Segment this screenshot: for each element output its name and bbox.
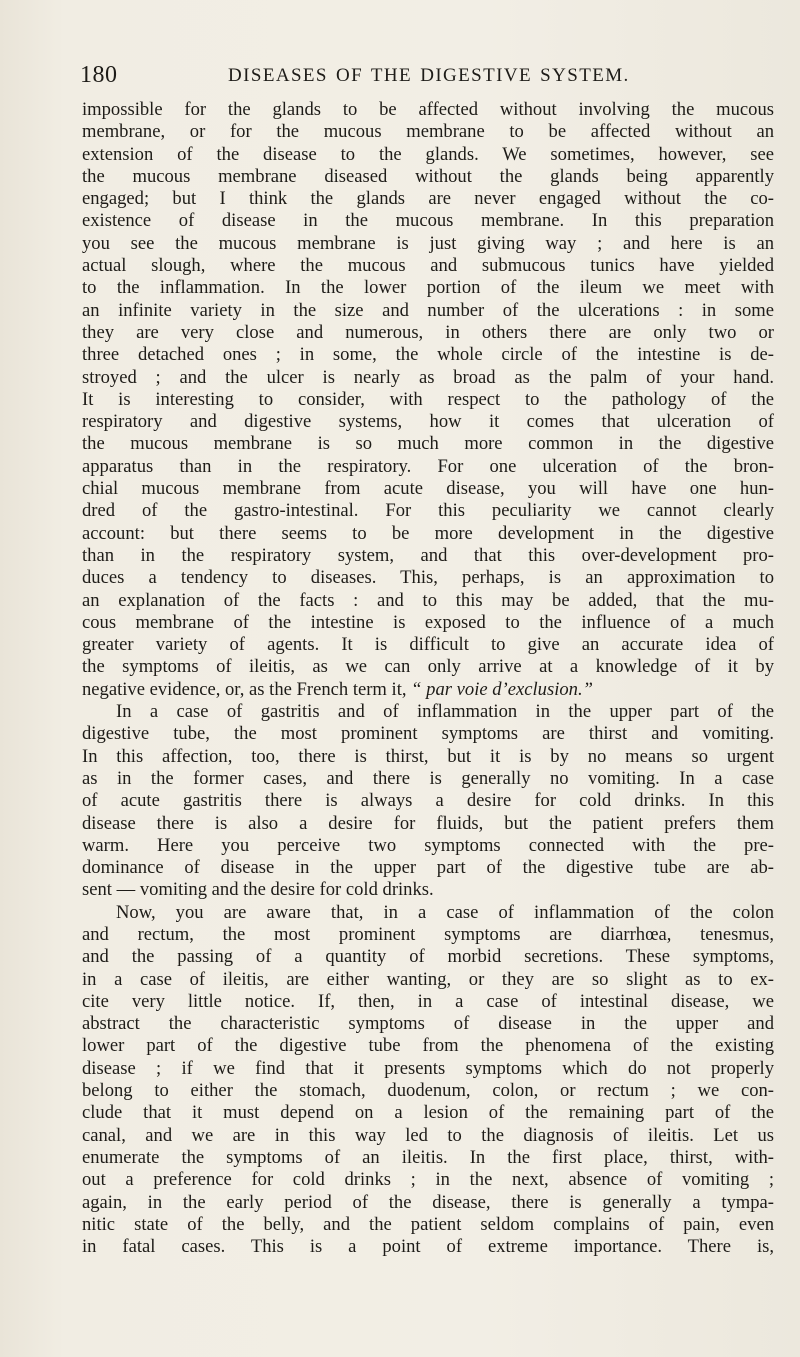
italic-phrase: “ par voie d’exclusion.”: [411, 678, 593, 700]
text-line: respiratory and digestive systems, how it comes that ulceration of: [82, 411, 774, 433]
text-line: greater variety of agents. It is difficult to give an accurate idea of: [82, 634, 774, 656]
text-line: sent — vomiting and the desire for cold drinks.: [82, 879, 434, 901]
text-line: apparatus than in the respiratory. For one ulceration of the bron-: [82, 455, 774, 477]
text-line: belong to either the stomach, duodenum, colon, or rectum ; we con-: [82, 1080, 774, 1102]
text-line: extension of the disease to the glands. We sometimes, however, see: [82, 143, 774, 165]
text-line: disease there is also a desire for fluids, but the patient prefers them: [82, 812, 774, 834]
body-text: [82, 99, 774, 1258]
running-head: [80, 62, 770, 90]
page-number: 180: [80, 62, 118, 88]
text-line: membrane, or for the mucous membrane to be affected without an: [82, 121, 774, 143]
running-title: DISEASES OF THE DIGESTIVE SYSTEM.: [228, 65, 630, 86]
text-line: as in the former cases, and there is generally no vomiting. In a case: [82, 767, 774, 789]
text-line: of acute gastritis there is always a desire for cold drinks. In this: [82, 790, 774, 812]
text-line: and rectum, the most prominent symptoms are diarrhœa, tenesmus,: [82, 923, 774, 945]
text-line: engaged; but I think the glands are never engaged without the co-: [82, 188, 774, 210]
text-line: actual slough, where the mucous and submucous tunics have yielded: [82, 255, 774, 277]
text-line: out a preference for cold drinks ; in the next, absence of vomiting ;: [82, 1169, 774, 1191]
text-line: lower part of the digestive tube from the phenomena of the existing: [82, 1035, 774, 1057]
text-line: they are very close and numerous, in others there are only two or: [82, 321, 774, 343]
text-line: Now, you are aware that, in a case of inflammation of the colon: [116, 901, 774, 923]
text-line: digestive tube, the most prominent symptoms are thirst and vomiting.: [82, 723, 774, 745]
text-run: negative evidence, or, as the French term it,: [82, 678, 412, 700]
text-line: abstract the characteristic symptoms of disease in the upper and: [82, 1013, 774, 1035]
text-line: duces a tendency to diseases. This, perhaps, is an approximation to: [82, 567, 774, 589]
text-line-with-italic: [82, 679, 774, 701]
text-line: cous membrane of the intestine is exposed to the influence of a much: [82, 611, 774, 633]
text-line: disease ; if we find that it presents symptoms which do not properly: [82, 1057, 774, 1079]
text-line: account: but there seems to be more development in the digestive: [82, 522, 774, 544]
text-line: again, in the early period of the disease, there is generally a tympa-: [82, 1191, 774, 1213]
text-line: the mucous membrane is so much more common in the digestive: [82, 433, 774, 455]
text-line: In a case of gastritis and of inflammation in the upper part of the: [116, 701, 774, 723]
text-line: impossible for the glands to be affected without involving the mucous: [82, 99, 774, 120]
text-line: chial mucous membrane from acute disease, you will have one hun-: [82, 478, 774, 500]
text-line: In this affection, too, there is thirst, but it is by no means so urgent: [82, 745, 774, 767]
text-line: the symptoms of ileitis, as we can only arrive at a knowledge of it by: [82, 656, 774, 678]
text-line: in a case of ileitis, are either wanting, or they are so slight as to ex-: [82, 968, 774, 990]
text-line: enumerate the symptoms of an ileitis. In the first place, thirst, with-: [82, 1146, 774, 1168]
text-line: stroyed ; and the ulcer is nearly as broad as the palm of your hand.: [82, 366, 774, 388]
text-line: It is interesting to consider, with respect to the pathology of the: [82, 388, 774, 410]
text-line: three detached ones ; in some, the whole circle of the intestine is de-: [82, 344, 774, 366]
text-line: an infinite variety in the size and number of the ulcerations : in some: [82, 299, 774, 321]
text-line: cite very little notice. If, then, in a case of intestinal disease, we: [82, 990, 774, 1012]
text-line: in fatal cases. This is a point of extreme importance. There is,: [82, 1236, 774, 1258]
text-line: clude that it must depend on a lesion of the remaining part of the: [82, 1102, 774, 1124]
text-line: you see the mucous membrane is just giving way ; and here is an: [82, 232, 774, 254]
text-line: dred of the gastro-intestinal. For this peculiarity we cannot clearly: [82, 500, 774, 522]
text-line: the mucous membrane diseased without the glands being apparently: [82, 165, 774, 187]
text-line: warm. Here you perceive two symptoms connected with the pre-: [82, 834, 774, 856]
text-line: an explanation of the facts : and to this may be added, that the mu-: [82, 589, 774, 611]
text-line: canal, and we are in this way led to the diagnosis of ileitis. Let us: [82, 1124, 774, 1146]
text-line: existence of disease in the mucous membrane. In this preparation: [82, 210, 774, 232]
text-line: to the inflammation. In the lower portion of the ileum we meet with: [82, 277, 774, 299]
text-line: nitic state of the belly, and the patient seldom complains of pain, even: [82, 1213, 774, 1235]
text-line: than in the respiratory system, and that this over-development pro-: [82, 544, 774, 566]
text-line: and the passing of a quantity of morbid secretions. These symptoms,: [82, 946, 774, 968]
text-line: dominance of disease in the upper part of the digestive tube are ab-: [82, 857, 774, 879]
